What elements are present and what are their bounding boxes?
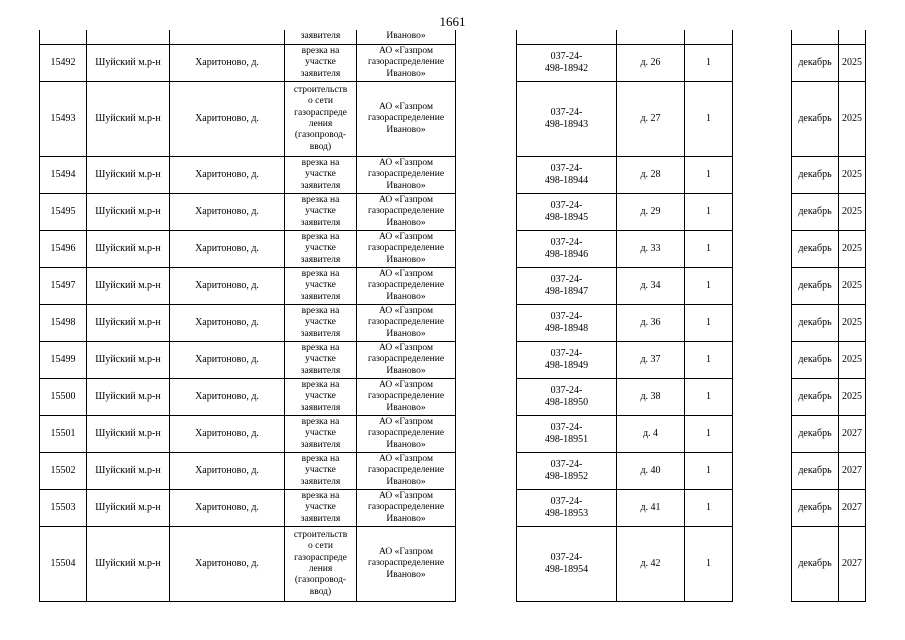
cell-gap [456,231,517,268]
cell-work-type-line: о сети [308,96,333,107]
cell-year: 2025 [839,231,866,268]
cell-locality [170,30,285,45]
table-row [40,82,866,157]
cell-num: 15499 [40,342,87,379]
cell-house: д. 34 [617,268,685,305]
cell-year: 2027 [839,416,866,453]
cell-code [517,268,617,305]
cell-code [517,305,617,342]
cell-work-type [285,416,357,453]
cell-year: 2025 [839,45,866,82]
cell-code [517,231,617,268]
cell-locality: Харитоново, д. [170,342,285,379]
cell-code-line: 498-18944 [544,175,589,186]
cell-gap [733,194,792,231]
cell-work-type-line: участке [305,428,336,439]
cell-code-line: 498-18950 [544,397,589,408]
cell-organization-line: Иваново» [386,402,426,413]
cell-gap [733,416,792,453]
table-row [40,194,866,231]
cell-house: д. 26 [617,45,685,82]
cell-organization-line: АО «Газпром [378,343,433,354]
cell-house: д. 42 [617,527,685,602]
cell-code [517,157,617,194]
table-row-continued [40,30,866,45]
cell-organization [357,379,456,416]
cell-work-type-line: врезка на [301,195,340,206]
cell-count: 1 [685,342,733,379]
cell-work-type-line: заявителя [300,217,341,228]
cell-month: декабрь [792,379,839,416]
cell-count: 1 [685,231,733,268]
cell-year: 2025 [839,379,866,416]
cell-gap [456,45,517,82]
cell-code-line: 498-18947 [544,286,589,297]
cell-work-type [285,453,357,490]
table-row [40,45,866,82]
cell-work-type-line: врезка на [301,232,340,243]
cell-organization-line: АО «Газпром [378,158,433,169]
cell-count: 1 [685,194,733,231]
cell-locality: Харитоново, д. [170,490,285,527]
cell-code-line: 037-24- [550,200,583,211]
cell-gap [456,82,517,157]
cell-work-type-line: участке [305,57,336,68]
cell-district: Шуйский м.р-н [87,45,170,82]
cell-work-type-line: (газопровод- [294,130,347,141]
cell-organization-line: АО «Газпром [378,269,433,280]
cell-work-type-line: строительств [293,530,348,541]
cell-work-type-line: врезка на [301,158,340,169]
cell-organization-line: АО «Газпром [378,491,433,502]
cell-organization-line: газораспределение [367,206,445,217]
cell-num: 15493 [40,82,87,157]
table-row [40,416,866,453]
cell-gap [456,453,517,490]
cell-work-type-line: строительств [293,85,348,96]
cell-organization [357,342,456,379]
cell-district: Шуйский м.р-н [87,416,170,453]
cell-organization-line: Иваново» [386,291,426,302]
cell-organization-line: АО «Газпром [378,46,433,57]
cell-organization-line: газораспределение [367,391,445,402]
cell-work-type-line: врезка на [301,454,340,465]
cell-num: 15501 [40,416,87,453]
cell-district: Шуйский м.р-н [87,231,170,268]
cell-month: декабрь [792,305,839,342]
cell-work-type-line: врезка на [301,417,340,428]
cell-year: 2025 [839,194,866,231]
cell-num: 15495 [40,194,87,231]
cell-code [517,45,617,82]
table-row [40,342,866,379]
cell-work-type-line: заявителя [300,476,341,487]
cell-organization-line: газораспределение [367,558,445,569]
cell-code-line: 037-24- [550,385,583,396]
cell-organization-line: Иваново» [386,476,426,487]
cell-count: 1 [685,379,733,416]
cell-count: 1 [685,157,733,194]
cell-house: д. 28 [617,157,685,194]
cell-district: Шуйский м.р-н [87,268,170,305]
cell-year [839,30,866,45]
cell-work-type [285,342,357,379]
cell-locality: Харитоново, д. [170,453,285,490]
cell-code-line: 037-24- [550,311,583,322]
cell-work-type-line: ления [308,119,333,129]
cell-month: декабрь [792,45,839,82]
cell-work-type-line: газораспреде [294,552,347,563]
table-body [40,30,866,602]
cell-district: Шуйский м.р-н [87,379,170,416]
cell-gap [733,305,792,342]
cell-code-line: 498-18942 [544,63,589,74]
cell-district: Шуйский м.р-н [87,453,170,490]
cell-code [517,490,617,527]
cell-count: 1 [685,45,733,82]
cell-work-type-line: заявителя [300,291,341,302]
cell-work-type-line: врезка на [301,269,340,280]
cell-organization [357,268,456,305]
cell-district: Шуйский м.р-н [87,305,170,342]
cell-work-type-line: заявителя [300,365,341,376]
cell-organization-line: Иваново» [386,217,426,228]
cell-gap [456,30,517,45]
cell-work-type [285,379,357,416]
cell-count: 1 [685,268,733,305]
cell-organization-line: Иваново» [386,328,426,339]
cell-work-type-line: заявителя [300,254,341,265]
cell-locality: Харитоново, д. [170,527,285,602]
cell-gap [733,157,792,194]
cell-month [792,30,839,45]
cell-num: 15500 [40,379,87,416]
page-number: 1661 [439,14,466,29]
cell-house: д. 29 [617,194,685,231]
cell-work-type-line: участке [305,391,336,402]
cell-district [87,30,170,45]
cell-gap [456,490,517,527]
cell-gap [733,268,792,305]
cell-year: 2027 [839,453,866,490]
cell-year: 2027 [839,527,866,602]
cell-organization [357,194,456,231]
cell-gap [456,342,517,379]
cell-work-type-line: участке [305,169,336,180]
cell-count [685,30,733,45]
cell-month: декабрь [792,342,839,379]
cell-code [517,342,617,379]
cell-work-type-line: заявителя [300,68,341,79]
cell-code [517,379,617,416]
cell-organization-line: АО «Газпром [378,547,433,558]
cell-code-line: 498-18954 [544,564,589,575]
cell-count: 1 [685,305,733,342]
cell-organization-line: газораспределение [367,502,445,513]
cell-house: д. 41 [617,490,685,527]
cell-organization [357,231,456,268]
cell-work-type [285,157,357,194]
cell-gap [733,527,792,602]
cell-count: 1 [685,416,733,453]
table-row [40,490,866,527]
cell-month: декабрь [792,268,839,305]
cell-organization-line: АО «Газпром [378,380,433,391]
cell-house: д. 33 [617,231,685,268]
cell-code-line: 037-24- [550,422,583,433]
cell-organization-line: АО «Газпром [378,417,433,428]
cell-count: 1 [685,490,733,527]
table-row [40,157,866,194]
cell-organization: Иваново» [357,30,456,45]
cell-num: 15496 [40,231,87,268]
cell-work-type-line: ления [308,564,333,574]
cell-house: д. 40 [617,453,685,490]
cell-code-line: 037-24- [550,348,583,359]
cell-district: Шуйский м.р-н [87,194,170,231]
cell-organization-line: Иваново» [386,254,426,265]
cell-district: Шуйский м.р-н [87,342,170,379]
cell-work-type-line: участке [305,243,336,254]
cell-organization-line: АО «Газпром [378,454,433,465]
cell-gap [733,231,792,268]
cell-code-line: 037-24- [550,163,583,174]
cell-organization-line: газораспределение [367,169,445,180]
cell-month: декабрь [792,490,839,527]
cell-code-line: 498-18951 [544,434,589,445]
cell-organization-line: Иваново» [386,513,426,524]
cell-code-line: 498-18949 [544,360,589,371]
cell-locality: Харитоново, д. [170,82,285,157]
cell-locality: Харитоново, д. [170,416,285,453]
cell-num: 15492 [40,45,87,82]
cell-gap [733,379,792,416]
cell-work-type-line: заявителя [300,328,341,339]
cell-house: д. 38 [617,379,685,416]
cell-gap [733,30,792,45]
cell-gap [733,82,792,157]
cell-month: декабрь [792,453,839,490]
cell-organization-line: АО «Газпром [378,195,433,206]
cell-work-type [285,82,357,157]
cell-organization-line: газораспределение [367,317,445,328]
cell-organization-line: Иваново» [386,365,426,376]
table-row [40,305,866,342]
cell-work-type-line: ввод) [309,586,332,597]
cell-work-type [285,490,357,527]
cell-year: 2025 [839,342,866,379]
cell-work-type-line: участке [305,317,336,328]
cell-work-type-line: участке [305,354,336,365]
cell-organization [357,157,456,194]
table-row [40,453,866,490]
cell-month: декабрь [792,527,839,602]
cell-num: 15494 [40,157,87,194]
cell-month: декабрь [792,194,839,231]
cell-gap [456,157,517,194]
cell-code-line: 498-18953 [544,508,589,519]
cell-num: 15498 [40,305,87,342]
cell-year: 2025 [839,305,866,342]
cell-organization-line: газораспределение [367,465,445,476]
cell-organization-line: Иваново» [386,180,426,191]
cell-work-type-line: врезка на [301,491,340,502]
cell-gap [733,490,792,527]
table-row [40,527,866,602]
cell-work-type-line: газораспреде [294,107,347,118]
cell-work-type: заявителя [285,30,357,45]
cell-year: 2027 [839,490,866,527]
cell-code-line: 037-24- [550,496,583,507]
cell-count: 1 [685,453,733,490]
cell-code [517,527,617,602]
cell-organization [357,416,456,453]
cell-gap [456,416,517,453]
cell-work-type-line: заявителя [300,439,341,450]
cell-num: 15504 [40,527,87,602]
cell-code-line: 037-24- [550,459,583,470]
cell-organization [357,453,456,490]
cell-work-type-line: врезка на [301,306,340,317]
cell-month: декабрь [792,231,839,268]
cell-district: Шуйский м.р-н [87,82,170,157]
cell-work-type-line: заявителя [300,513,341,524]
cell-house: д. 4 [617,416,685,453]
cell-work-type [285,45,357,82]
table-row [40,379,866,416]
cell-work-type-line: заявителя [300,402,341,413]
cell-work-type-line: участке [305,280,336,291]
cell-gap [733,342,792,379]
cell-gap [733,453,792,490]
cell-code-line: 498-18948 [544,323,589,334]
table-row [40,231,866,268]
cell-code-line: 037-24- [550,552,583,563]
cell-num: 15503 [40,490,87,527]
cell-organization [357,82,456,157]
cell-organization-line: АО «Газпром [378,102,433,113]
cell-organization-line: газораспределение [367,113,445,124]
cell-code [517,416,617,453]
cell-work-type-line: участке [305,465,336,476]
cell-code [517,453,617,490]
cell-code [517,82,617,157]
cell-code [517,194,617,231]
cell-work-type-line: (газопровод- [294,575,347,586]
cell-num: 15502 [40,453,87,490]
cell-work-type-line: о сети [308,541,333,552]
cell-district: Шуйский м.р-н [87,490,170,527]
cell-gap [456,305,517,342]
cell-year: 2025 [839,268,866,305]
cell-code-line: 498-18946 [544,249,589,260]
cell-organization-line: газораспределение [367,354,445,365]
cell-work-type-line: ввод) [309,141,332,152]
cell-gap [456,379,517,416]
cell-work-type-line: участке [305,502,336,513]
cell-organization [357,490,456,527]
cell-organization-line: газораспределение [367,57,445,68]
cell-organization-line: Иваново» [386,68,426,79]
cell-organization-line: газораспределение [367,243,445,254]
cell-gap [456,527,517,602]
cell-code-line: 037-24- [550,237,583,248]
cell-code-line: 498-18952 [544,471,589,482]
cell-house: д. 37 [617,342,685,379]
cell-month: декабрь [792,157,839,194]
cell-work-type [285,268,357,305]
cell-work-type [285,305,357,342]
cell-district: Шуйский м.р-н [87,157,170,194]
cell-gap [733,45,792,82]
cell-district: Шуйский м.р-н [87,527,170,602]
cell-locality: Харитоново, д. [170,305,285,342]
cell-locality: Харитоново, д. [170,157,285,194]
cell-num [40,30,87,45]
cell-house [617,30,685,45]
cell-gap [456,268,517,305]
cell-code-line: 498-18945 [544,212,589,223]
cell-locality: Харитоново, д. [170,379,285,416]
cell-organization-line: АО «Газпром [378,306,433,317]
cell-work-type [285,194,357,231]
cell-code-line: 037-24- [550,107,583,118]
cell-organization [357,305,456,342]
cell-code-line: 037-24- [550,51,583,62]
cell-organization-line: Иваново» [386,569,426,580]
cell-work-type-line: врезка на [301,380,340,391]
cell-work-type-line: участке [305,206,336,217]
cell-organization [357,527,456,602]
cell-code [517,30,617,45]
cell-locality: Харитоново, д. [170,231,285,268]
cell-code-line: 037-24- [550,274,583,285]
cell-house: д. 36 [617,305,685,342]
cell-gap [456,194,517,231]
table-row [40,268,866,305]
cell-code-line: 498-18943 [544,119,589,130]
cell-work-type [285,231,357,268]
cell-locality: Харитоново, д. [170,194,285,231]
cell-locality: Харитоново, д. [170,45,285,82]
cell-work-type-line: врезка на [301,343,340,354]
cell-organization-line: АО «Газпром [378,232,433,243]
cell-work-type [285,527,357,602]
cell-count: 1 [685,527,733,602]
cell-num: 15497 [40,268,87,305]
cell-work-type-line: заявителя [300,180,341,191]
cell-organization-line: газораспределение [367,280,445,291]
cell-organization-line: Иваново» [386,439,426,450]
cell-count: 1 [685,82,733,157]
cell-locality: Харитоново, д. [170,268,285,305]
cell-year: 2025 [839,82,866,157]
cell-month: декабрь [792,416,839,453]
cell-house: д. 27 [617,82,685,157]
register-table [39,30,866,602]
cell-year: 2025 [839,157,866,194]
cell-work-type-line: врезка на [301,46,340,57]
cell-organization-line: Иваново» [386,124,426,135]
cell-organization [357,45,456,82]
cell-organization-line: газораспределение [367,428,445,439]
cell-month: декабрь [792,82,839,157]
